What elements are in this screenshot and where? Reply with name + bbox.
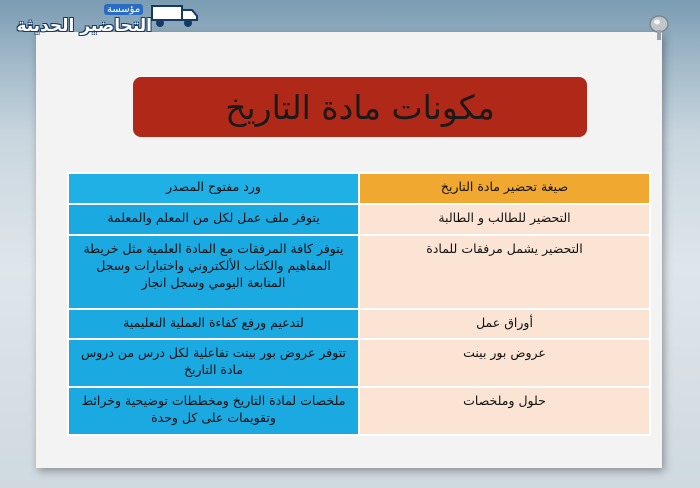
components-table [67, 172, 651, 436]
table-row [68, 387, 650, 435]
truck-icon [150, 2, 200, 30]
table-row [68, 204, 650, 235]
table-cell: التحضير للطالب و الطالبة [359, 204, 650, 235]
table-cell: تتوفر عروض بور بينت تفاعلية لكل درس من دروس مادة التاريخ [68, 339, 359, 387]
table-row [68, 339, 650, 387]
table-cell: التحضير يشمل مرفقات للمادة [359, 235, 650, 309]
page-title: مكونات مادة التاريخ [225, 87, 495, 127]
table-cell: عروض بور بينت [359, 339, 650, 387]
table-cell: يتوفر كافة المرفقات مع المادة العلمية مثل خريطة المفاهيم والكتاب الألكتروني واختبارات وسجل المتابعة اليومي وسجل انجاز [68, 235, 359, 309]
table-cell: لتدعيم ورفع كفاءة العملية التعليمية [68, 309, 359, 339]
title-banner [133, 77, 587, 137]
table-cell: يتوفر ملف عمل لكل من المعلم والمعلمة [68, 204, 359, 235]
table-row [68, 309, 650, 339]
header-cell-format: صيغة تحضير مادة التاريخ [359, 173, 650, 204]
table-cell: حلول وملخصات [359, 387, 650, 435]
logo-main-text: التحاضير الحديثة [16, 16, 152, 36]
logo [0, 0, 200, 44]
header-cell-open-word: ورد مفتوح المصدر [68, 173, 359, 204]
table-row [68, 235, 650, 309]
logo-small-text: مؤسسة [104, 4, 143, 15]
table-cell: أوراق عمل [359, 309, 650, 339]
table-header-row [68, 173, 650, 204]
pushpin-icon [646, 14, 672, 44]
table-cell: ملخصات لمادة التاريخ ومخططات توضيحية وخرائط وتقويمات على كل وحدة [68, 387, 359, 435]
